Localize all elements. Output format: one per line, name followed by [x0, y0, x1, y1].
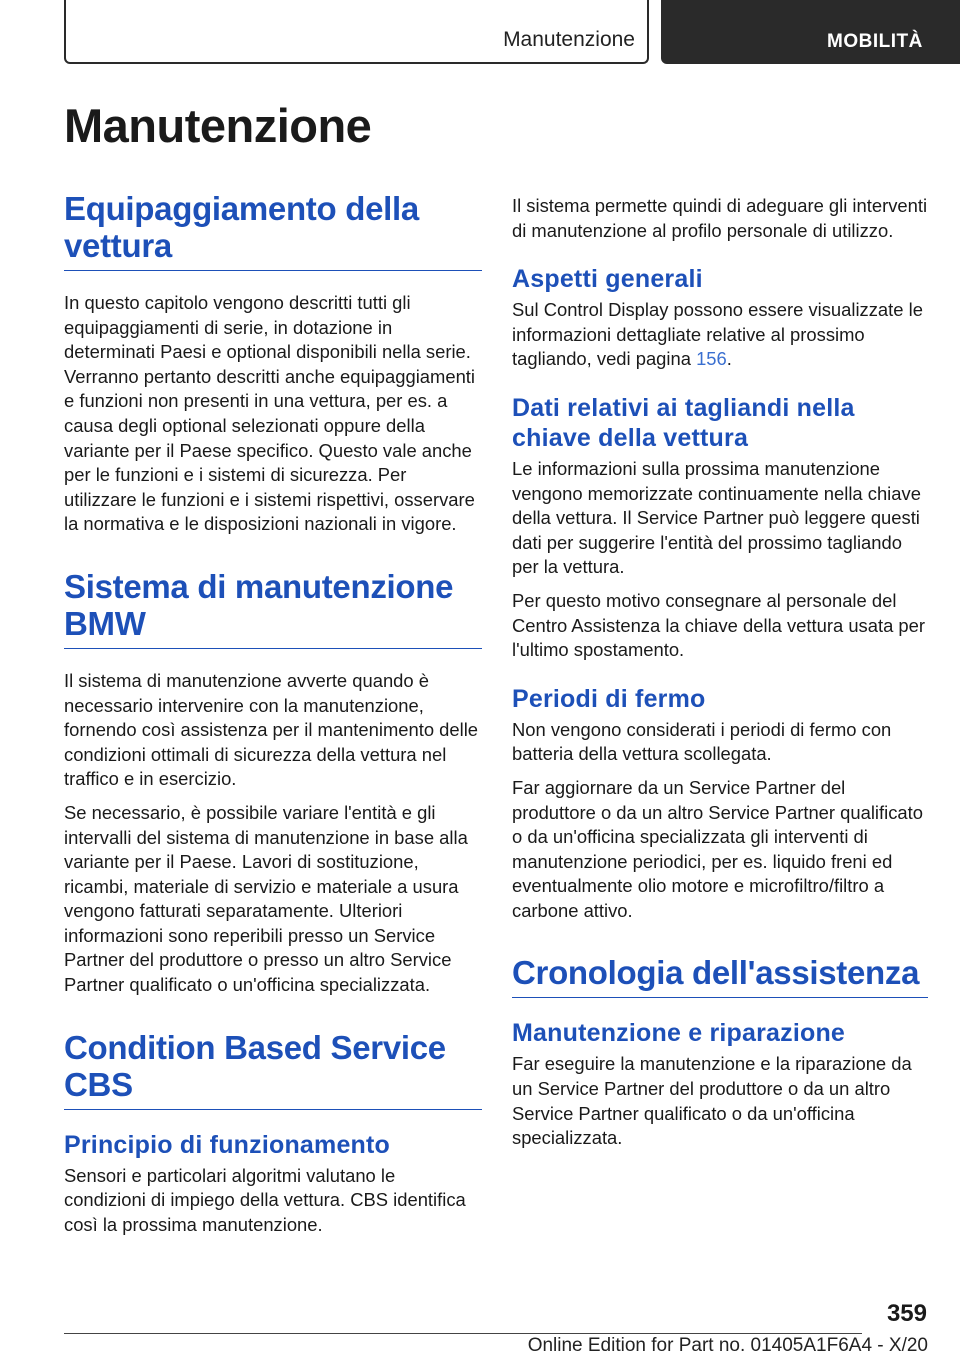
heading-cronologia: Cronologia dell'assistenza [512, 954, 928, 998]
page-number: 359 [886, 1300, 927, 1327]
paragraph-periodi-1: Non vengono considerati i periodi di fermo con batteria della vettura scollegata. [512, 718, 892, 765]
paragraph-sistema-2: Se necessario, è possibile variare l'entità e gli intervalli del sistema di manutenzione in base alla variante per il Paese. Lavori di sostituzione, ricambi, materiale di servizio e materiale a usura vengono fatturati separatamente. Ulteriori informazioni sono reperibili presso un Service Partner del produttore o presso un altro Service Partner qualificato o un'officina specializzata. [64, 801, 468, 996]
header-section-box [64, 0, 649, 64]
heading-principio: Principio di funzionamento [64, 1130, 391, 1159]
right-column [512, 194, 928, 1160]
heading-sistema-manutenzione: Sistema di manutenzione BMW [64, 568, 482, 649]
left-column [64, 190, 482, 1246]
heading-equipaggiamento: Equipaggiamento della vettura [64, 190, 482, 271]
footer-edition: Online Edition for Part no. 01405A1F6A4 - X/20 [527, 1335, 928, 1356]
paragraph-intro: Il sistema permette quindi di adeguare gli interventi di manutenzione al profilo personale di utilizzo. [512, 195, 928, 241]
paragraph-periodi-2: Far aggiornare da un Service Partner del produttore o da un altro Service Partner qualificato o da un'officina specializzata gli interventi di manutenzione periodici, per es. liquido freni ed eventualmente olio motore e microfiltro/filtro a carbone attivo. [512, 776, 923, 921]
header-chapter-title: MOBILITÀ [827, 31, 923, 52]
paragraph-sistema-1: Il sistema di manutenzione avverte quando è necessario intervenire con la manutenzione, fornendo così assistenza per il mantenimento delle condizioni ottimali di sicurezza della vettura nel traffico e in esercizio. [64, 669, 479, 790]
paragraph-equipaggiamento: In questo capitolo vengono descritti tutti gli equipaggiamenti di serie, in dotazione in determinati Paesi e optional disponibili nella serie. Verranno pertanto descritti anche equipaggiamenti e funzioni non presenti in una vettura, per es. a causa degli optional selezionati oppure della variante per il Paese specifico. Questo vale anche per le funzioni e i sistemi di sicurezza. Per utilizzare le funzioni e i sistemi rispettivi, osservare la normativa e le disposizioni nazionali in vigore. [64, 292, 475, 535]
paragraph-aspetti-text: Sul Control Display possono essere visualizzate le informazioni dettagliate relative al prossimo tagliando, vedi pagina [512, 299, 923, 370]
paragraph-dati-1: Le informazioni sulla prossima manutenzione vengono memorizzate continuamente nella chiave della vettura. Il Service Partner può leggere questi dati per suggerire l'entità del prossimo tagliando per la vettura. [512, 457, 921, 578]
page-link-156[interactable]: 156 [696, 348, 727, 370]
paragraph-principio: Sensori e particolari algoritmi valutano le condizioni di impiego della vettura. CBS identifica così la prossima manutenzione. [64, 1164, 466, 1235]
header-section-title: Manutenzione [503, 28, 635, 51]
paragraph-manutenzione-riparazione: Far eseguire la manutenzione e la riparazione da un Service Partner del produttore o da un altro Service Partner qualificato o da un'officina specializzata. [512, 1053, 912, 1149]
paragraph-aspetti-end: . [726, 348, 732, 370]
footer-divider [64, 1333, 862, 1334]
paragraph-dati-2: Per questo motivo consegnare al personale del Centro Assistenza la chiave della vettura usata per l'ultimo spostamento. [512, 589, 925, 661]
header-chapter-tab [661, 0, 960, 64]
page-title: Manutenzione [64, 99, 372, 152]
heading-periodi-fermo: Periodi di fermo [512, 684, 706, 713]
heading-cbs: Condition Based Service CBS [64, 1029, 482, 1110]
paragraph-aspetti [512, 298, 928, 372]
heading-aspetti-generali: Aspetti generali [512, 265, 703, 294]
heading-dati-tagliandi: Dati relativi ai tagliandi nella chiave della vettura [512, 393, 855, 452]
heading-manutenzione-riparazione: Manutenzione e riparazione [512, 1019, 846, 1048]
